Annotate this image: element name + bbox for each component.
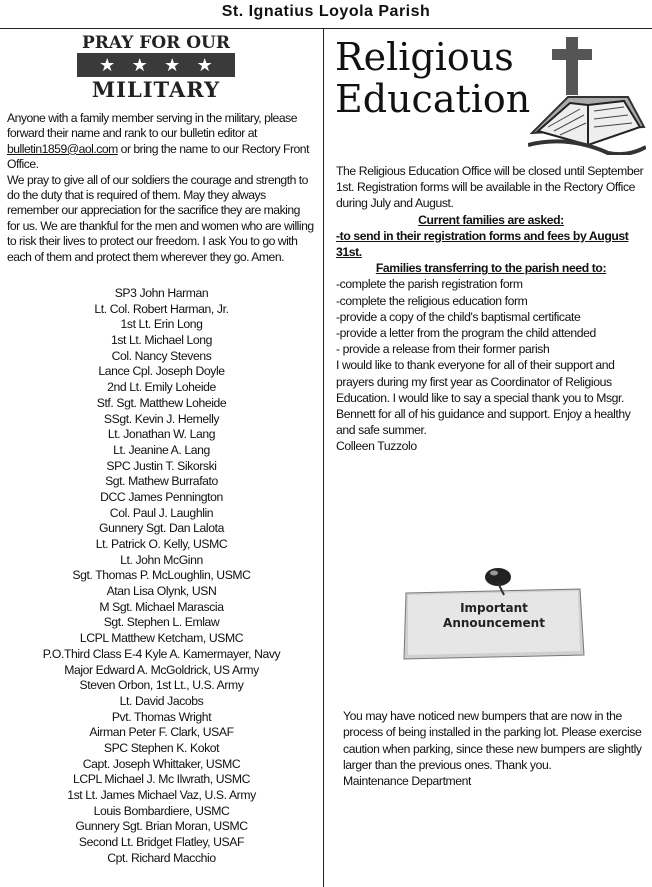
pinned-note-graphic	[400, 565, 586, 660]
military-name-item: LCPL Michael J. Mc Ilwrath, USMC	[72, 772, 251, 787]
important-announcement-note	[400, 565, 586, 660]
military-name-item: Louis Bombardiere, USMC	[93, 803, 230, 818]
military-name-item: Pvt. Thomas Wright	[111, 709, 212, 724]
current-families-heading: Current families are asked:	[418, 212, 564, 227]
military-name-item: Second Lt. Bridget Flatley, USAF	[78, 835, 245, 850]
banner-bottom-text: MILITARY	[91, 77, 221, 102]
office-closing-text: The Religious Education Office will be closed until September 1st. Registration forms will be available in the Rectory Office during July and August.	[336, 164, 644, 211]
parking-announcement-signature: Maintenance Department	[343, 774, 472, 789]
religious-title-line1: Religious	[335, 35, 514, 79]
star-icon: ★	[99, 54, 116, 75]
military-name-item: SP3 John Harman	[114, 286, 209, 300]
military-name-item: Col. Paul J. Laughlin	[109, 505, 214, 520]
military-request: Anyone with a family member serving in the military, please forward their name and rank to our bulletin editor at bulletin1859@aol.com or bring the name to our Rectory Front Office.	[7, 111, 309, 172]
military-name-item: Major Edward A. McGoldrick, US Army	[64, 662, 259, 677]
military-name-item: Airman Peter F. Clark, USAF	[89, 725, 234, 740]
military-name-item: 1st Lt. Michael Long	[110, 333, 213, 348]
military-name-item: Capt. Joseph Whittaker, USMC	[82, 756, 241, 771]
military-name-item: Gunnery Sgt. Brian Moran, USMC	[75, 819, 248, 834]
military-name-item: Atan Lisa Olynk, USN	[106, 584, 217, 599]
bible-cross-icon	[528, 35, 646, 155]
parish-title: St. Ignatius Loyola Parish	[221, 3, 431, 20]
military-name-item: 1st Lt. James Michael Vaz, U.S. Army	[67, 788, 256, 802]
military-name-item: Stf. Sgt. Matthew Loheide	[96, 395, 227, 410]
transfer-requirement-item: -complete the parish registration form	[336, 277, 523, 292]
military-name-item: M Sgt. Michael Marascia	[99, 599, 224, 614]
military-name-item: P.O.Third Class E-4 Kyle A. Kamermayer, Navy	[42, 646, 281, 661]
military-name-item: Col. Nancy Stevens	[111, 348, 212, 363]
star-icon: ★	[164, 54, 181, 75]
transfer-requirements-list	[336, 276, 646, 357]
military-name-item: Steven Orbon, 1st Lt., U.S. Army	[79, 678, 244, 693]
military-name-item: Lance Cpl. Joseph Doyle	[98, 364, 225, 379]
military-name-item: Sgt. Thomas P. McLoughlin, USMC	[72, 568, 251, 583]
military-name-item: LCPL Matthew Ketcham, USMC	[79, 631, 244, 646]
transfer-families-heading: Families transferring to the parish need to:	[375, 261, 607, 276]
parking-announcement	[343, 708, 643, 789]
header-divider	[0, 28, 652, 29]
military-names-list	[0, 286, 323, 866]
banner-stars	[77, 53, 235, 77]
military-name-item: Lt. Jeanine A. Lang	[113, 442, 210, 457]
military-name-item: SPC Stephen K. Kokot	[103, 740, 220, 755]
transfer-requirement-item: -complete the religious education form	[336, 293, 528, 308]
military-name-item: Lt. John McGinn	[120, 552, 203, 567]
military-name-item: DCC James Pennington	[100, 489, 223, 504]
military-name-item: Gunnery Sgt. Dan Lalota	[99, 521, 224, 536]
military-name-item: Lt. Col. Robert Harman, Jr.	[94, 301, 229, 316]
military-prayer: We pray to give all of our soldiers the courage and strength to do the duty that is required of them. May they always remember our appreciation for the sacrifice they are making for us. We are thankful for the men and women who are willing to risk their lives to protect our freedom. I ask You to go with each of them and protect them wherever they go. Amen.	[7, 172, 314, 264]
military-intro	[7, 111, 315, 265]
pray-for-military-banner	[77, 33, 235, 103]
banner-top-text: PRAY FOR OUR	[82, 33, 230, 53]
star-icon: ★	[131, 54, 148, 75]
transfer-requirement-item: -provide a letter from the program the child attended	[336, 326, 596, 341]
star-icon: ★	[196, 54, 213, 75]
religious-title-line2: Education	[335, 77, 531, 121]
column-divider	[323, 28, 324, 887]
note-label-line2: Announcement	[443, 616, 545, 630]
military-name-item: 1st Lt. Erin Long	[120, 317, 203, 332]
current-families-item: -to send in their registration forms and fees by August 31st.	[336, 228, 629, 260]
coordinator-thanks: I would like to thank everyone for all of their support and prayers during my first year as Coordinator of Religious Education. I would like to say a special thank you to Msgr. Bennett for all of his guidance and support. Enjoy a healthy and safe summer.	[336, 358, 631, 438]
military-name-item: SSgt. Kevin J. Hemelly	[103, 411, 220, 426]
editor-email-link[interactable]: bulletin1859@aol.com	[7, 141, 118, 156]
note-label-line1: Important	[460, 601, 528, 615]
military-name-item: 2nd Lt. Emily Loheide	[107, 380, 216, 395]
religious-education-header	[333, 35, 646, 155]
military-name-item: Sgt. Mathew Burrafato	[105, 474, 218, 489]
military-name-item: Lt. Jonathan W. Lang	[107, 427, 216, 442]
military-name-item: Lt. Patrick O. Kelly, USMC	[95, 537, 228, 551]
transfer-requirement-item: - provide a release from their former parish	[336, 342, 550, 357]
military-name-item: Sgt. Stephen L. Emlaw	[103, 615, 220, 630]
military-name-item: Lt. David Jacobs	[119, 693, 204, 708]
military-name-item: Cpt. Richard Macchio	[107, 850, 216, 865]
military-name-item: SPC Justin T. Sikorski	[106, 458, 217, 473]
coordinator-signature: Colleen Tuzzolo	[336, 439, 417, 454]
transfer-requirement-item: -provide a copy of the child's baptismal certificate	[336, 309, 581, 324]
parking-announcement-body: You may have noticed new bumpers that are now in the process of being installed in the parking lot. Please exercise caution when parking, since these new bumpers are slightly larger than the previous ones. Thank you.	[343, 709, 642, 772]
religious-education-notice	[336, 163, 646, 455]
